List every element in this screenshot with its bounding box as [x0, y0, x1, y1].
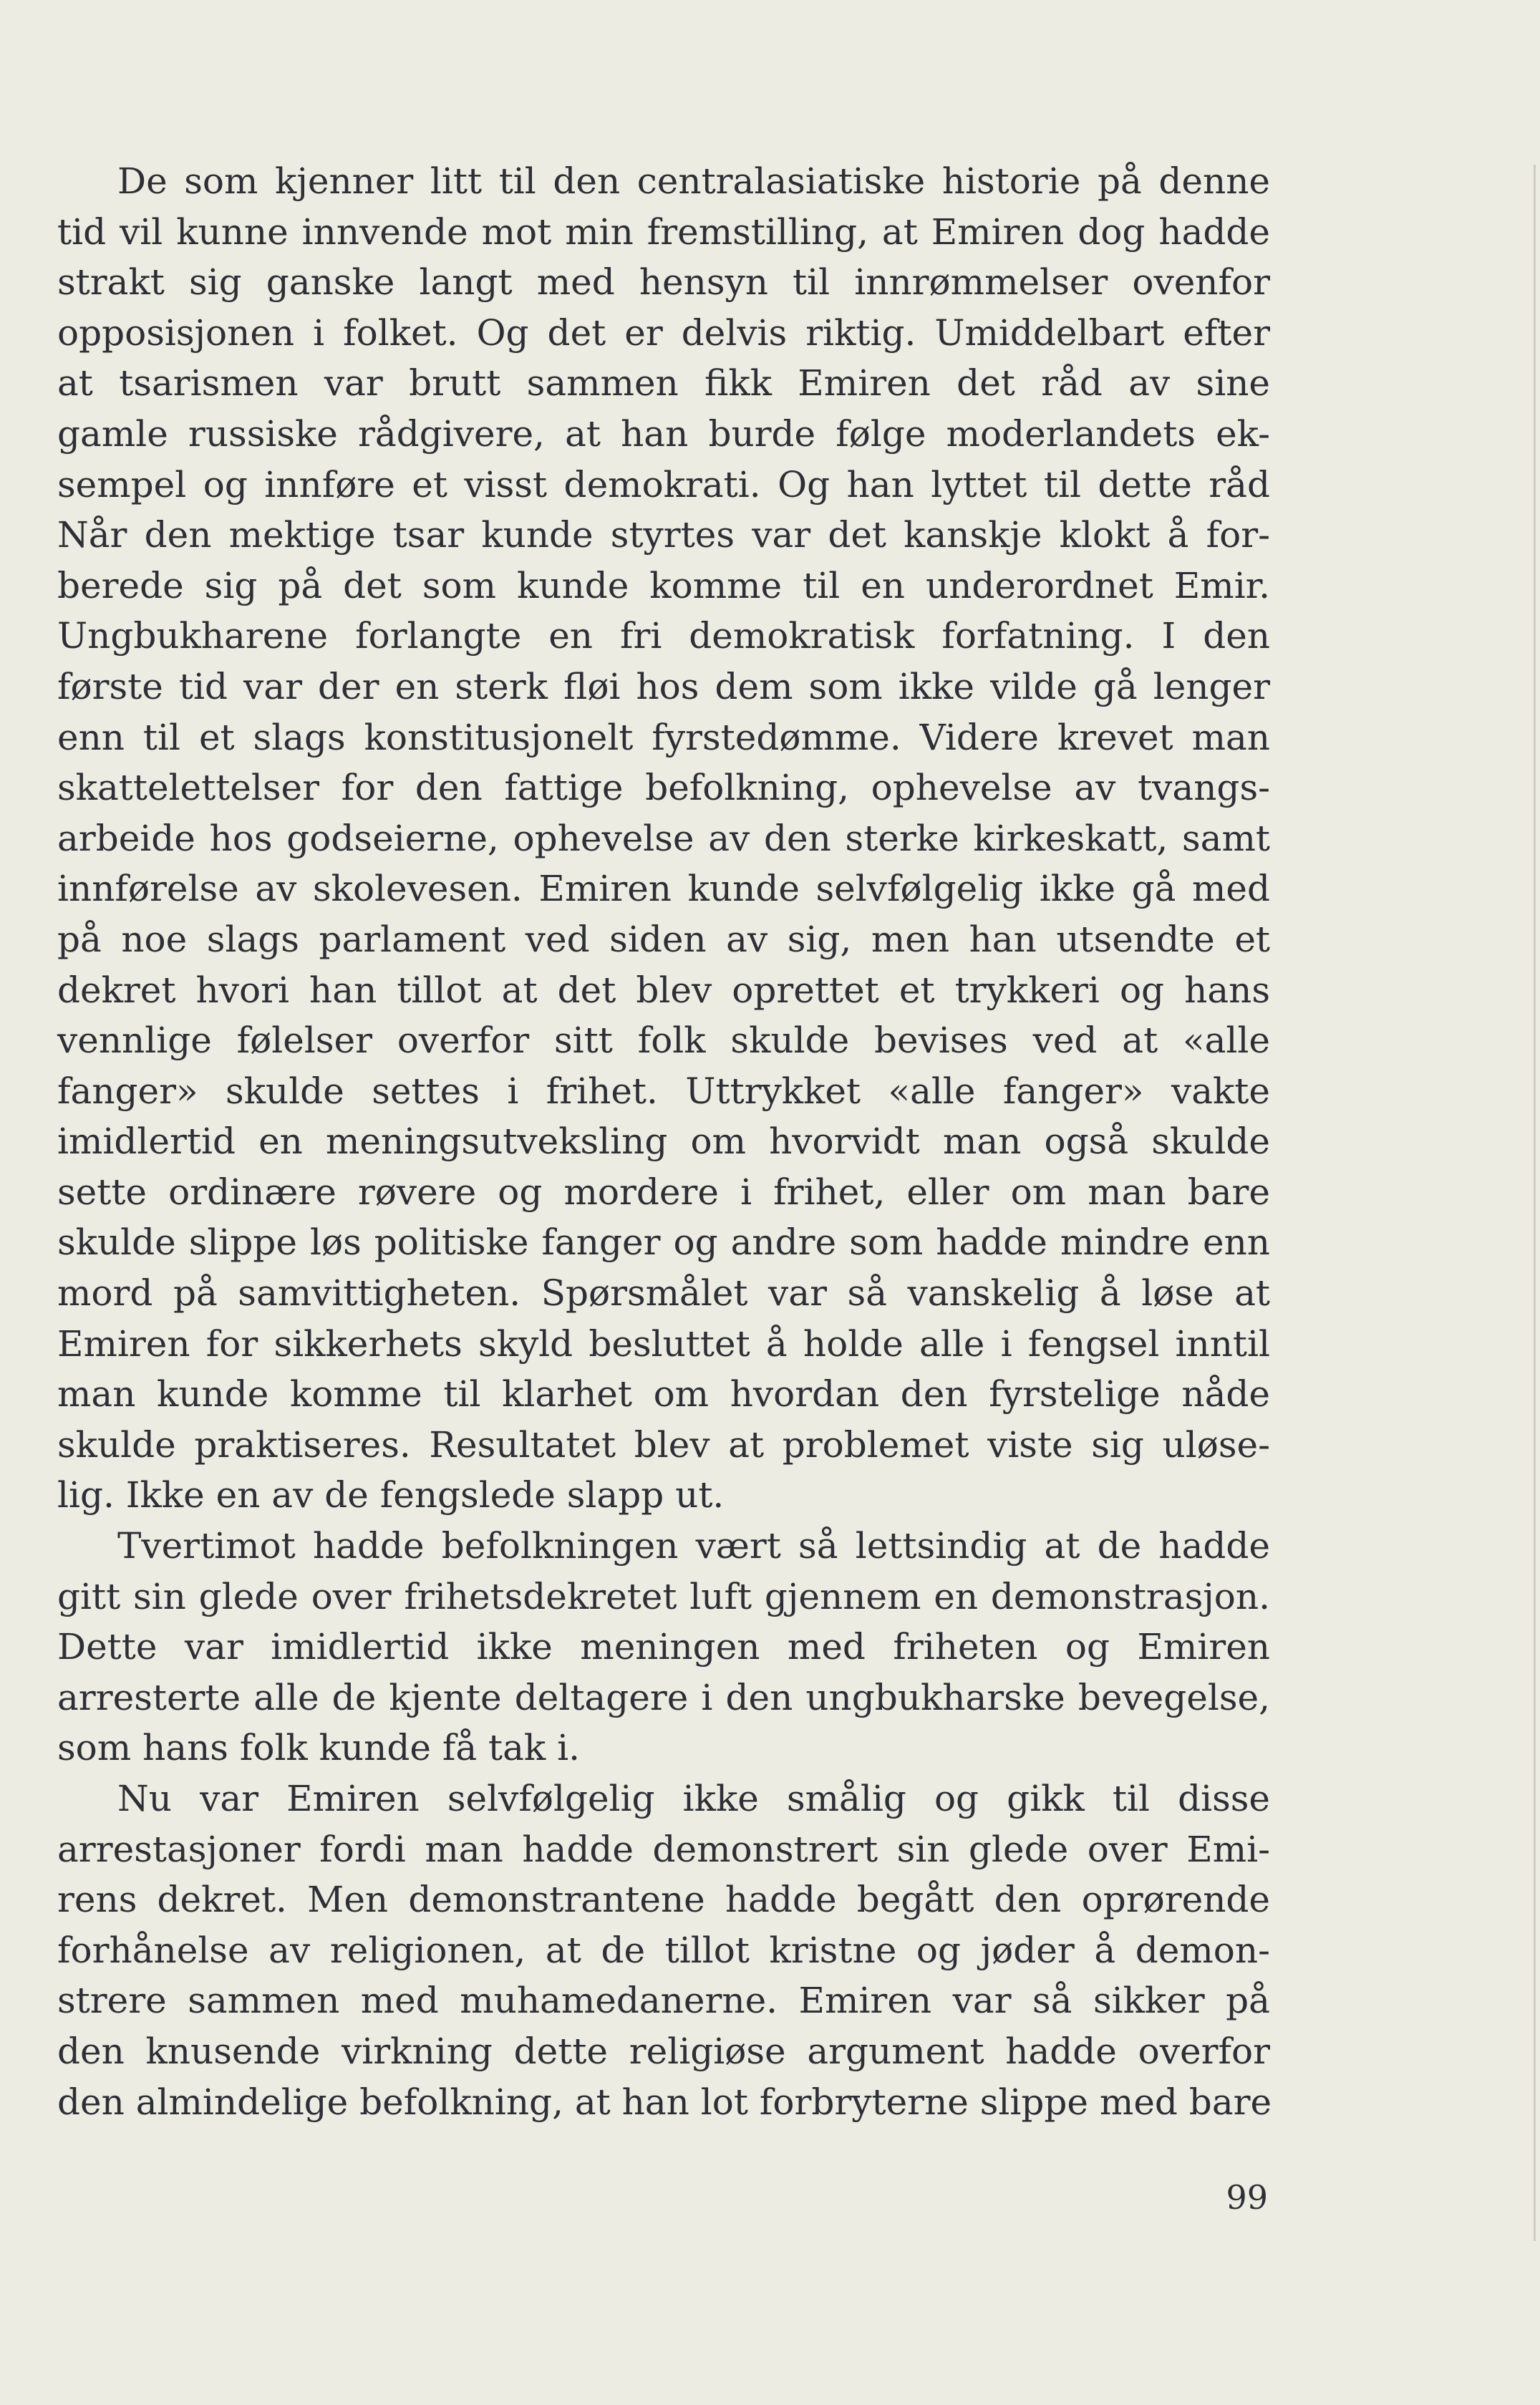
text-line: enn til et slags konstitusjonelt fyrstedømme. Videre krevet man	[57, 716, 1270, 758]
text-line: den almindelige befolkning, at han lot forbryterne slippe med bare	[57, 2081, 1272, 2123]
text-line: sempel og innføre et visst demokrati. Og han lyttet til dette råd	[57, 463, 1270, 505]
text-line: gamle russiske rådgivere, at han burde følge moderlandets ek-	[57, 412, 1270, 455]
text-line: man kunde komme til klarhet om hvordan den fyrstelige nåde	[57, 1373, 1270, 1416]
body-text	[57, 156, 1270, 2127]
text-line: på noe slags parlament ved siden av sig, men han utsendte et	[57, 918, 1270, 960]
text-line: mord på samvittigheten. Spørsmålet var så vanskelig å løse at	[57, 1272, 1270, 1315]
text-line: skulde praktiseres. Resultatet blev at problemet viste sig uløse-	[57, 1423, 1270, 1466]
page-edge-divider	[1534, 165, 1536, 2241]
text-line: første tid var der en sterk fløi hos dem som ikke vilde gå lenger	[57, 665, 1270, 707]
text-line: forhånelse av religionen, at de tillot kristne og jøder å demon-	[57, 1929, 1270, 1971]
text-line: imidlertid en meningsutveksling om hvorvidt man også skulde	[57, 1121, 1270, 1163]
text-line: strakt sig ganske langt med hensyn til innrømmelser ovenfor	[57, 261, 1270, 304]
text-line: lig. Ikke en av de fengslede slapp ut.	[57, 1474, 725, 1516]
text-line: rens dekret. Men demonstrantene hadde begått den oprørende	[57, 1879, 1270, 1921]
text-line: Emiren for sikkerhets skyld besluttet å holde alle i fengsel inntil	[57, 1322, 1270, 1365]
text-line: vennlige følelser overfor sitt folk skulde bevises ved at «alle	[57, 1020, 1270, 1062]
text-line: at tsarismen var brutt sammen fikk Emiren det råd av sine	[57, 362, 1270, 405]
text-line: De som kjenner litt til den centralasiatiske historie på denne	[117, 160, 1270, 202]
text-line: strere sammen med muhamedanerne. Emiren var så sikker på	[57, 1980, 1270, 2022]
text-line: fanger» skulde settes i frihet. Uttrykket «alle fanger» vakte	[57, 1070, 1270, 1112]
text-line: Dette var imidlertid ikke meningen med friheten og Emiren	[57, 1626, 1270, 1668]
text-line: som hans folk kunde få tak i.	[57, 1727, 581, 1769]
text-line: Tvertimot hadde befolkningen vært så lettsindig at de hadde	[117, 1525, 1270, 1567]
text-line: tid vil kunne innvende mot min fremstilling, at Emiren dog hadde	[57, 211, 1270, 253]
text-line: skattelettelser for den fattige befolkning, ophevelse av tvangs-	[57, 767, 1270, 809]
page-number: 99	[1226, 2178, 1268, 2217]
text-line: arbeide hos godseierne, ophevelse av den sterke kirkeskatt, samt	[57, 817, 1270, 859]
text-line: berede sig på det som kunde komme til en underordnet Emir.	[57, 564, 1270, 606]
text-line: opposisjonen i folket. Og det er delvis riktig. Umiddelbart efter	[57, 311, 1270, 354]
text-line: arresterte alle de kjente deltagere i den ungbukharske bevegelse,	[57, 1676, 1270, 1718]
text-line: skulde slippe løs politiske fanger og andre som hadde mindre enn	[57, 1221, 1270, 1264]
text-line: arrestasjoner fordi man hadde demonstrert sin glede over Emi-	[57, 1828, 1270, 1870]
text-line: Når den mektige tsar kunde styrtes var det kanskje klokt å for-	[57, 514, 1270, 556]
text-line: gitt sin glede over frihetsdekretet luft gjennem en demonstrasjon.	[57, 1575, 1270, 1617]
text-line: innførelse av skolevesen. Emiren kunde selvfølgelig ikke gå med	[57, 868, 1270, 910]
text-line: Nu var Emiren selvfølgelig ikke smålig og gikk til disse	[117, 1778, 1270, 1819]
text-line: sette ordinære røvere og mordere i frihet, eller om man bare	[57, 1171, 1270, 1213]
text-line: Ungbukharene forlangte en fri demokratisk forfatning. I den	[57, 615, 1270, 657]
text-line: dekret hvori han tillot at det blev oprettet et trykkeri og hans	[57, 969, 1270, 1011]
text-line: den knusende virkning dette religiøse argument hadde overfor	[57, 2030, 1270, 2072]
